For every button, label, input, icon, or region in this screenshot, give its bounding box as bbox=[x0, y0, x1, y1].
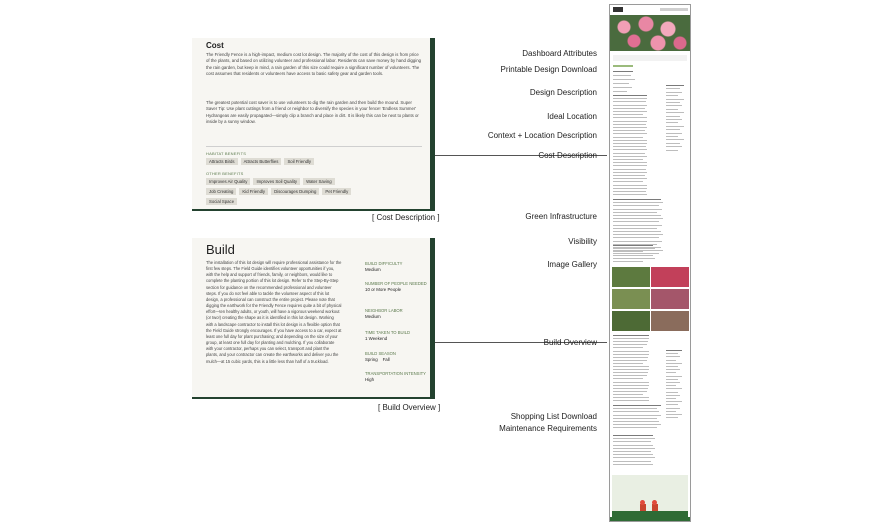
text-line bbox=[613, 248, 655, 249]
text-line bbox=[613, 137, 643, 138]
label-design-description: Design Description bbox=[529, 88, 597, 97]
text-line bbox=[613, 191, 646, 192]
gallery-image bbox=[612, 311, 650, 331]
text-line bbox=[613, 448, 655, 449]
stat-build-difficulty bbox=[365, 261, 430, 273]
stat-label: TIME TAKEN TO BUILD bbox=[365, 330, 411, 335]
text-line bbox=[613, 105, 647, 106]
stat-build-season bbox=[365, 351, 430, 363]
text-line bbox=[613, 445, 653, 446]
text-line bbox=[613, 130, 645, 131]
text-line bbox=[613, 79, 635, 80]
text-line bbox=[613, 415, 661, 416]
text-line bbox=[613, 194, 647, 195]
text-line bbox=[666, 109, 678, 110]
text-line bbox=[613, 454, 653, 455]
build-overview-panel bbox=[192, 238, 435, 399]
text-line bbox=[666, 133, 682, 134]
text-line bbox=[613, 237, 659, 238]
text-line bbox=[613, 221, 659, 222]
footer-bar bbox=[610, 517, 690, 522]
stat-transportation bbox=[365, 371, 430, 383]
cost-caption: [ Cost Description ] bbox=[372, 213, 440, 222]
cost-paragraph-2: The greatest potential cost saver is to use volunteers to dig the rain garden and then build the mound. Super Saver Tip: Use plant cuttings from a friend or neighbor to diversify the species in your fence! 'Endless Summer' Hydrangeas are easily propagated—simply clip a branch and place in dirt. It is likely this can be next to plants or inside by a sunny window. bbox=[206, 100, 419, 124]
gallery-image bbox=[651, 311, 689, 331]
text-line bbox=[613, 397, 649, 398]
text-line bbox=[613, 127, 647, 128]
text-line bbox=[666, 404, 678, 405]
text-line bbox=[613, 251, 643, 252]
text-line bbox=[666, 350, 682, 351]
hydrangea-hero-image bbox=[610, 15, 690, 51]
stat-label: TRANSPORTATION INTENSITY bbox=[365, 371, 426, 376]
text-line bbox=[613, 245, 653, 246]
text-line bbox=[666, 366, 678, 367]
cost-paragraph-1: The Friendly Fence is a high-impact, medium cost lot design. The majority of the cost of this design is from price of the plants, and based on utilizing volunteer and professional labor. Residents can save money by hand digging the rain garden, but keep in mind, a rain garden of this size could require a significant number of volunteers. The cost assumes that residents or volunteers have access to basic safety gear and garden tools. bbox=[206, 52, 421, 76]
site-logo bbox=[613, 7, 623, 12]
text-line bbox=[613, 388, 648, 389]
text-line bbox=[666, 119, 682, 120]
text-line bbox=[666, 146, 682, 147]
text-line bbox=[666, 376, 682, 377]
nav-links bbox=[660, 8, 688, 11]
text-line bbox=[613, 75, 631, 76]
text-line bbox=[613, 159, 643, 160]
gallery-image bbox=[651, 289, 689, 309]
text-line bbox=[666, 139, 684, 140]
text-line bbox=[613, 121, 647, 122]
stat-value: 1 Weekend bbox=[365, 335, 388, 341]
text-line bbox=[613, 451, 651, 452]
text-line bbox=[613, 341, 648, 342]
text-line bbox=[613, 83, 629, 84]
text-line bbox=[613, 457, 655, 458]
text-line bbox=[613, 71, 633, 72]
text-line bbox=[666, 360, 676, 361]
text-line bbox=[666, 408, 680, 409]
text-line bbox=[666, 392, 678, 393]
label-cost-description: Cost Description bbox=[538, 151, 597, 160]
stat-value: Medium bbox=[365, 313, 381, 319]
text-line bbox=[613, 241, 662, 242]
dashboard-attributes-bar bbox=[613, 55, 687, 61]
label-build-overview: Build Overview bbox=[543, 338, 597, 347]
text-line bbox=[613, 124, 646, 125]
benefit-chip: Pet Friendly bbox=[322, 188, 351, 195]
text-line bbox=[613, 215, 661, 216]
stat-time-to-build bbox=[365, 330, 430, 342]
text-line bbox=[666, 105, 682, 106]
text-line bbox=[613, 133, 647, 134]
stat-neighbor-labor bbox=[365, 308, 430, 320]
label-visibility: Visibility bbox=[568, 237, 597, 246]
label-shopping-list-download: Shopping List Download bbox=[510, 412, 597, 421]
text-line bbox=[666, 150, 678, 151]
text-line bbox=[613, 156, 647, 157]
text-line bbox=[613, 175, 645, 176]
text-line bbox=[666, 122, 678, 123]
stat-value: High bbox=[365, 376, 375, 382]
text-line bbox=[613, 357, 648, 358]
text-line bbox=[666, 356, 680, 357]
text-line bbox=[613, 461, 651, 462]
text-line bbox=[613, 231, 661, 232]
text-line bbox=[666, 401, 682, 402]
benefit-chip: Attracts Butterflies bbox=[241, 158, 282, 165]
text-line bbox=[613, 261, 643, 262]
text-line bbox=[666, 88, 680, 89]
text-line bbox=[666, 382, 680, 383]
build-caption: [ Build Overview ] bbox=[378, 403, 441, 412]
text-line bbox=[613, 347, 643, 348]
text-line bbox=[666, 143, 680, 144]
stat-value: 10 or More People bbox=[365, 286, 402, 292]
benefit-chip: Job Creating bbox=[206, 188, 236, 195]
text-line bbox=[613, 228, 657, 229]
gallery-image bbox=[612, 289, 650, 309]
cost-title: Cost bbox=[206, 41, 224, 50]
text-line bbox=[613, 205, 659, 206]
text-line bbox=[613, 140, 647, 141]
stat-label: BUILD SEASON bbox=[365, 351, 396, 356]
download-link bbox=[613, 65, 633, 67]
text-line bbox=[613, 255, 653, 256]
text-line bbox=[613, 394, 643, 395]
text-line bbox=[613, 218, 663, 219]
text-line bbox=[613, 464, 653, 465]
text-line bbox=[613, 143, 647, 144]
text-line bbox=[613, 169, 646, 170]
text-line bbox=[666, 372, 676, 373]
text-line bbox=[613, 418, 657, 419]
text-line bbox=[613, 199, 661, 200]
text-line bbox=[613, 385, 649, 386]
text-line bbox=[613, 400, 649, 401]
stat-value: Spring Fall bbox=[365, 356, 390, 362]
stat-label: BUILD DIFFICULTY bbox=[365, 261, 403, 266]
gallery-image bbox=[651, 267, 689, 287]
text-line bbox=[666, 112, 684, 113]
text-line bbox=[666, 136, 678, 137]
label-ideal-location: Ideal Location bbox=[547, 112, 597, 121]
benefit-chip: Social Space bbox=[206, 198, 237, 205]
text-line bbox=[613, 165, 647, 166]
text-line bbox=[613, 441, 651, 442]
text-line bbox=[613, 369, 649, 370]
text-line bbox=[613, 225, 662, 226]
text-line bbox=[613, 172, 647, 173]
text-line bbox=[666, 92, 682, 93]
text-line bbox=[666, 95, 678, 96]
text-line bbox=[613, 424, 661, 425]
label-green-infrastructure: Green Infrastructure bbox=[525, 212, 597, 221]
text-line bbox=[613, 111, 647, 112]
other-benefits-row-2 bbox=[206, 188, 351, 195]
text-line bbox=[666, 398, 676, 399]
gallery-image bbox=[612, 267, 650, 287]
text-line bbox=[613, 95, 647, 96]
build-body: The installation of this lot design will require professional assistance for the first few steps. The Field Guide identifies volunteer opportunities if you, with the help and support of friends, family, or neighbors, would like to complete the planting portion of this lot design. Refer to the Step-By-Step section for guidance on the recommended professional and volunteer steps. If you do not feel able to tackle the volunteer aspect of this lot design, a professional can construct the entire project. Please note that digging the earthwork for the Friendly Fence requires quite a bit of physical effort—ten healthy adults, or youth, will have a vigorous weekend workout (or two!) creating the shape as it is identified in this lot design. Working with a landscape contractor to install this lot design is a flexible option that the Field Guide strongly encourages. If you have access to a car, expect at least one full day for plant purchasing; and depending on the size of your group, at least one full day for planting and mulching. If you collaborate with your contractor, perhaps you can select, transport and plant the plants, and your contractor can create the earthworks and deliver you the mulch—at 15 cubic yards, this is a little less than half of a truckload. bbox=[206, 260, 342, 364]
label-context-location-description: Context + Location Description bbox=[487, 131, 597, 140]
text-line bbox=[613, 351, 649, 352]
text-line bbox=[613, 91, 627, 92]
text-line bbox=[613, 98, 647, 99]
text-line bbox=[613, 438, 655, 439]
text-line bbox=[613, 149, 647, 150]
text-line bbox=[613, 363, 643, 364]
benefit-chip: Improves Air Quality bbox=[206, 178, 250, 185]
text-line bbox=[613, 360, 647, 361]
benefit-chip: Water Saving bbox=[303, 178, 335, 185]
text-line bbox=[666, 385, 676, 386]
stat-label: NUMBER OF PEOPLE NEEDED bbox=[365, 281, 427, 286]
other-benefits-row-1 bbox=[206, 178, 335, 185]
text-line bbox=[613, 181, 643, 182]
text-line bbox=[613, 185, 647, 186]
text-line bbox=[666, 411, 676, 412]
benefit-chip: Discourages Dumping bbox=[271, 188, 319, 195]
cost-description-panel bbox=[192, 38, 435, 211]
stat-value: Medium bbox=[365, 266, 381, 272]
text-line bbox=[666, 414, 682, 415]
label-image-gallery: Image Gallery bbox=[547, 260, 597, 269]
full-page-thumbnail bbox=[609, 4, 691, 522]
benefit-chip: Kid Friendly bbox=[239, 188, 268, 195]
text-line bbox=[613, 427, 657, 428]
text-line bbox=[613, 375, 647, 376]
text-line bbox=[613, 366, 649, 367]
label-dashboard-attributes: Dashboard Attributes bbox=[522, 49, 597, 58]
text-line bbox=[613, 382, 649, 383]
text-line bbox=[613, 405, 661, 406]
text-line bbox=[613, 188, 647, 189]
text-line bbox=[613, 153, 645, 154]
text-line bbox=[613, 202, 663, 203]
text-line bbox=[666, 129, 680, 130]
text-line bbox=[666, 85, 684, 86]
habitat-benefits-row bbox=[206, 158, 314, 165]
text-line bbox=[613, 178, 647, 179]
text-line bbox=[666, 369, 680, 370]
text-line bbox=[613, 114, 643, 115]
other-benefits-label: OTHER BENEFITS bbox=[206, 171, 244, 176]
text-line bbox=[613, 87, 632, 88]
text-line bbox=[666, 388, 682, 389]
text-line bbox=[613, 117, 647, 118]
text-line bbox=[613, 335, 649, 336]
label-maintenance-requirements: Maintenance Requirements bbox=[499, 424, 597, 433]
other-benefits-row-3 bbox=[206, 198, 237, 205]
benefit-chip: Soil Friendly bbox=[284, 158, 314, 165]
text-line bbox=[613, 435, 653, 436]
build-title: Build bbox=[206, 242, 235, 257]
text-line bbox=[666, 379, 678, 380]
text-line bbox=[613, 391, 647, 392]
benefit-chip: Improves Soil Quality bbox=[253, 178, 300, 185]
text-line bbox=[613, 209, 662, 210]
text-line bbox=[613, 162, 647, 163]
text-line bbox=[613, 146, 646, 147]
habitat-benefits-label: HABITAT BENEFITS bbox=[206, 151, 247, 156]
text-line bbox=[666, 363, 682, 364]
text-line bbox=[666, 126, 684, 127]
divider bbox=[206, 146, 422, 147]
text-line bbox=[613, 411, 659, 412]
text-line bbox=[666, 353, 678, 354]
text-line bbox=[613, 408, 657, 409]
text-line bbox=[613, 212, 657, 213]
text-line bbox=[613, 338, 649, 339]
footer-illustration bbox=[612, 475, 688, 521]
label-printable-design-download: Printable Design Download bbox=[500, 65, 597, 74]
text-line bbox=[613, 234, 663, 235]
stat-label: NEIGHBOR LABOR bbox=[365, 308, 403, 313]
text-line bbox=[613, 344, 647, 345]
stat-people-needed bbox=[365, 281, 430, 293]
benefit-chip: Attracts Birds bbox=[206, 158, 238, 165]
text-line bbox=[613, 421, 659, 422]
text-line bbox=[666, 102, 680, 103]
text-line bbox=[666, 395, 680, 396]
text-line bbox=[666, 116, 680, 117]
text-line bbox=[613, 258, 655, 259]
text-line bbox=[613, 378, 643, 379]
text-line bbox=[613, 354, 649, 355]
text-line bbox=[666, 417, 678, 418]
text-line bbox=[613, 101, 646, 102]
text-line bbox=[613, 372, 648, 373]
text-line bbox=[666, 99, 684, 100]
text-line bbox=[613, 108, 645, 109]
